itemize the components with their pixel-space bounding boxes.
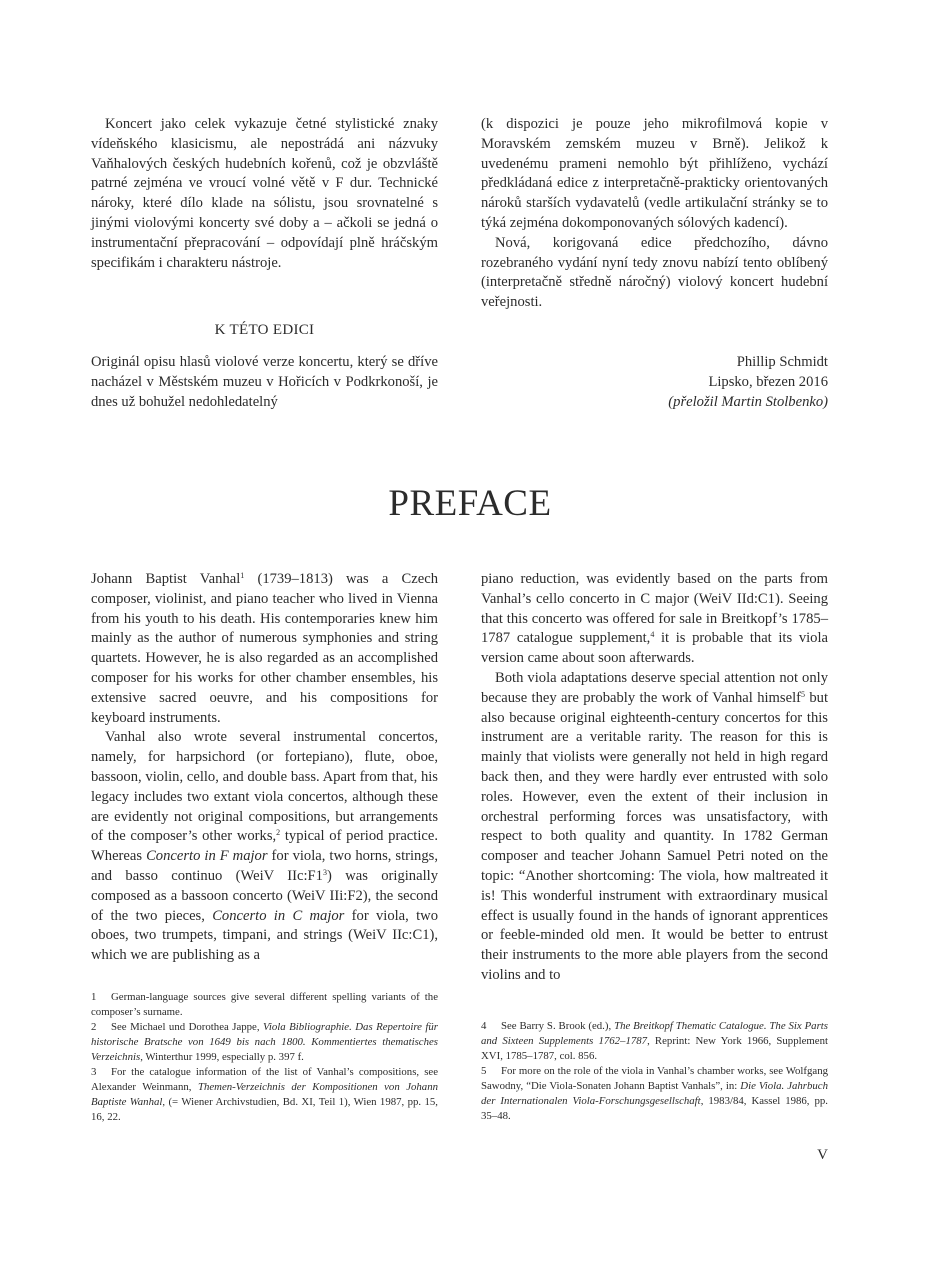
preface-right-column bbox=[481, 570, 828, 986]
text-run: , Reprint: New York 1966, Supplement XVI, 1785–1787, col. 856. bbox=[481, 1035, 828, 1062]
text-run: for viola, two horns, strings, and basso continuo (WeiV IIc:F1 bbox=[91, 848, 438, 884]
footnote bbox=[91, 990, 438, 1020]
czech-edition-column bbox=[91, 353, 438, 412]
footnote-ref: 2 bbox=[276, 828, 281, 838]
preface-left-column bbox=[91, 570, 438, 966]
text-run: typical of period practice. Whereas bbox=[91, 828, 438, 865]
section-heading: K TÉTO EDICI bbox=[214, 322, 315, 338]
footnote bbox=[91, 1020, 438, 1065]
czech-paragraph: Koncert jako celek vykazuje četné stylistické znaky vídeňského klasicismu, ale nepostrádá ani názvuky Vaňhalových českých hudebních kořenů, což je obzvláště patrné zejména ve vroucí volné větě v F dur. Technické nároky, které dílo klade na sólistu, jsou srovnatelné s jinými violovými koncerty své doby a – ačkoli se jedná o instrumentační přepracování – odpovídají plně hráčským specifikám i charakteru nástroje. bbox=[91, 116, 438, 271]
text-run: Johann Baptist Vanhal bbox=[91, 571, 241, 587]
text-run: but also because original eighteenth-century concertos for this instrument are a veritable rarity. The reason for this is mainly that violists were generally not held in high regard back then, and they were hardly ever entrusted with solo roles. However, even the extent of their inclusion in orchestral performing forces was unsatisfactory, with respect to both quality and quantity. In 1782 German composer and teacher Johann Samuel Petri noted on the topic: “Another shortcoming: The viola, how maltreated it is! This wonderful instrument with extraordinary musical effect is usually found in the hands of ignorant apprentices or feeble-minded old men. It would be better to entrust their instruments to the more able players from the second violins and to bbox=[481, 689, 829, 983]
footnote-number: 1 bbox=[91, 991, 97, 1003]
text-run: , (= Wiener Archivstudien, Bd. XI, Teil 1), Wien 1987, pp. 15, 16, 22. bbox=[91, 1096, 438, 1123]
text-run: piano reduction, was evidently based on the parts from Vanhal’s cello concerto in C major (WeiV IId:C1). Seeing that this concerto was offered for sale in Breitkopf’s 1785–1787 catalogue supplement, bbox=[481, 571, 828, 647]
text-run: For the catalogue information of the list of Vanhal’s compositions, see Alexander Weinmann, bbox=[91, 1066, 438, 1093]
footnote-number: 4 bbox=[481, 1020, 487, 1032]
citation-title: Viola Bibliographie. Das Repertoire für historische Bratsche von 1649 bis nach 1800. Kommentiertes thematisches Verzeichnis bbox=[91, 1021, 438, 1063]
footnote-number: 3 bbox=[91, 1066, 97, 1078]
text-run: See Barry S. Brook (ed.), bbox=[501, 1020, 615, 1032]
signature-place: Lipsko, březen 2016 bbox=[708, 373, 828, 390]
footnotes-right bbox=[481, 1019, 828, 1124]
footnote-number: 5 bbox=[481, 1065, 487, 1077]
preface-paragraph bbox=[91, 570, 438, 728]
czech-paragraph: Originál opisu hlasů violové verze koncertu, který se dříve nacházel v Městském muzeu v Hořicích v Podkrkonoší, je dnes už bohužel nedohledatelný bbox=[91, 354, 438, 410]
footnote-ref: 1 bbox=[240, 571, 245, 580]
footnote bbox=[91, 1065, 438, 1125]
footnote-number: 2 bbox=[91, 1021, 97, 1033]
text-run: for viola, two oboes, two trumpets, timpani, and strings (WeiV IIc:C1), which we are publishing as a bbox=[91, 907, 438, 964]
work-title: Concerto in F major bbox=[146, 848, 268, 865]
footnotes-left bbox=[91, 990, 438, 1125]
footnote bbox=[481, 1064, 828, 1124]
text-run: See Michael und Dorothea Jappe, bbox=[111, 1021, 264, 1033]
czech-left-column bbox=[91, 115, 438, 273]
signature-name: Phillip Schmidt bbox=[736, 354, 828, 370]
text-run: German-language sources give several different spelling variants of the composer’s surname. bbox=[91, 991, 438, 1018]
czech-paragraph: Nová, korigovaná edice předchozího, dávno rozebraného vydání nyní tedy znovu nabízí tento oblíbený (interpretačně středně náročný) violový koncert hudební veřejnosti. bbox=[481, 234, 828, 311]
work-title: Concerto in C major bbox=[212, 907, 345, 924]
citation-title: Die Viola. Jahrbuch der Internationalen Viola-Forschungsgesellschaft bbox=[481, 1080, 828, 1107]
footnote-ref: 3 bbox=[322, 867, 327, 877]
page-title: PREFACE bbox=[388, 483, 552, 524]
text-run: For more on the role of the viola in Vanhal’s chamber works, see Wolfgang Sawodny, “Die Viola-Sonaten Johann Baptist Vanhals”, in: bbox=[481, 1065, 828, 1092]
footnote-ref: 4 bbox=[650, 630, 655, 640]
czech-right-column bbox=[481, 115, 828, 313]
preface-paragraph bbox=[481, 669, 828, 986]
text-run: it is probable that its viola version came about soon afterwards. bbox=[481, 630, 828, 667]
translator-credit: (přeložil Martin Stolbenko) bbox=[668, 393, 828, 410]
preface-paragraph bbox=[91, 728, 438, 966]
text-run: ) was originally composed as a bassoon concerto (WeiV IIi:F2), the second of the two pieces, bbox=[91, 867, 438, 924]
citation-title: Themen-Verzeichnis der Kompositionen von Johann Baptiste Wanhal bbox=[91, 1081, 438, 1108]
text-run: (1739–1813) was a Czech composer, violinist, and piano teacher who lived in Vienna from his youth to his death. His contemporaries knew him mainly as the author of numerous symphonies and string quartets. However, he is also regarded as an accomplished composer for his works for other chamber ensembles, his extensive sacred oeuvre, and his compositions for keyboard instruments. bbox=[91, 571, 438, 726]
page-number: V bbox=[817, 1147, 828, 1163]
citation-title: The Breitkopf Thematic Catalogue. The Six Parts and Sixteen Supplements 1762–1787 bbox=[481, 1020, 828, 1047]
footnote-ref: 5 bbox=[800, 689, 805, 699]
text-run: Vanhal also wrote several instrumental concertos, namely, for harpsichord (or fortepiano), flute, oboe, bassoon, violin, cello, and double bass. Apart from that, his legacy includes two extant viola concertos, although these are evidently not original compositions, but arrangements of the composer’s other works, bbox=[91, 729, 438, 845]
text-run: Both viola adaptations deserve special attention not only because they are probably the work of Vanhal himself bbox=[481, 669, 828, 706]
signature-block bbox=[481, 353, 828, 412]
text-run: , Winterthur 1999, especially p. 397 f. bbox=[140, 1051, 304, 1063]
footnote bbox=[481, 1019, 828, 1064]
czech-paragraph: (k dispozici je pouze jeho mikrofilmová kopie v Moravském zemském muzeu v Brně). Jelikož k uvedenému prameni nemohlo být přihlíženo, vychází předkládaná edice z interpretačně-prakticky orientovaných nároků starších vydavatelů (vedle artikulační stránky se to týká zejména dokomponovaných sólových kadencí). bbox=[481, 116, 828, 231]
text-run: , 1983/84, Kassel 1986, pp. 35–48. bbox=[481, 1095, 828, 1122]
preface-paragraph bbox=[481, 570, 828, 669]
